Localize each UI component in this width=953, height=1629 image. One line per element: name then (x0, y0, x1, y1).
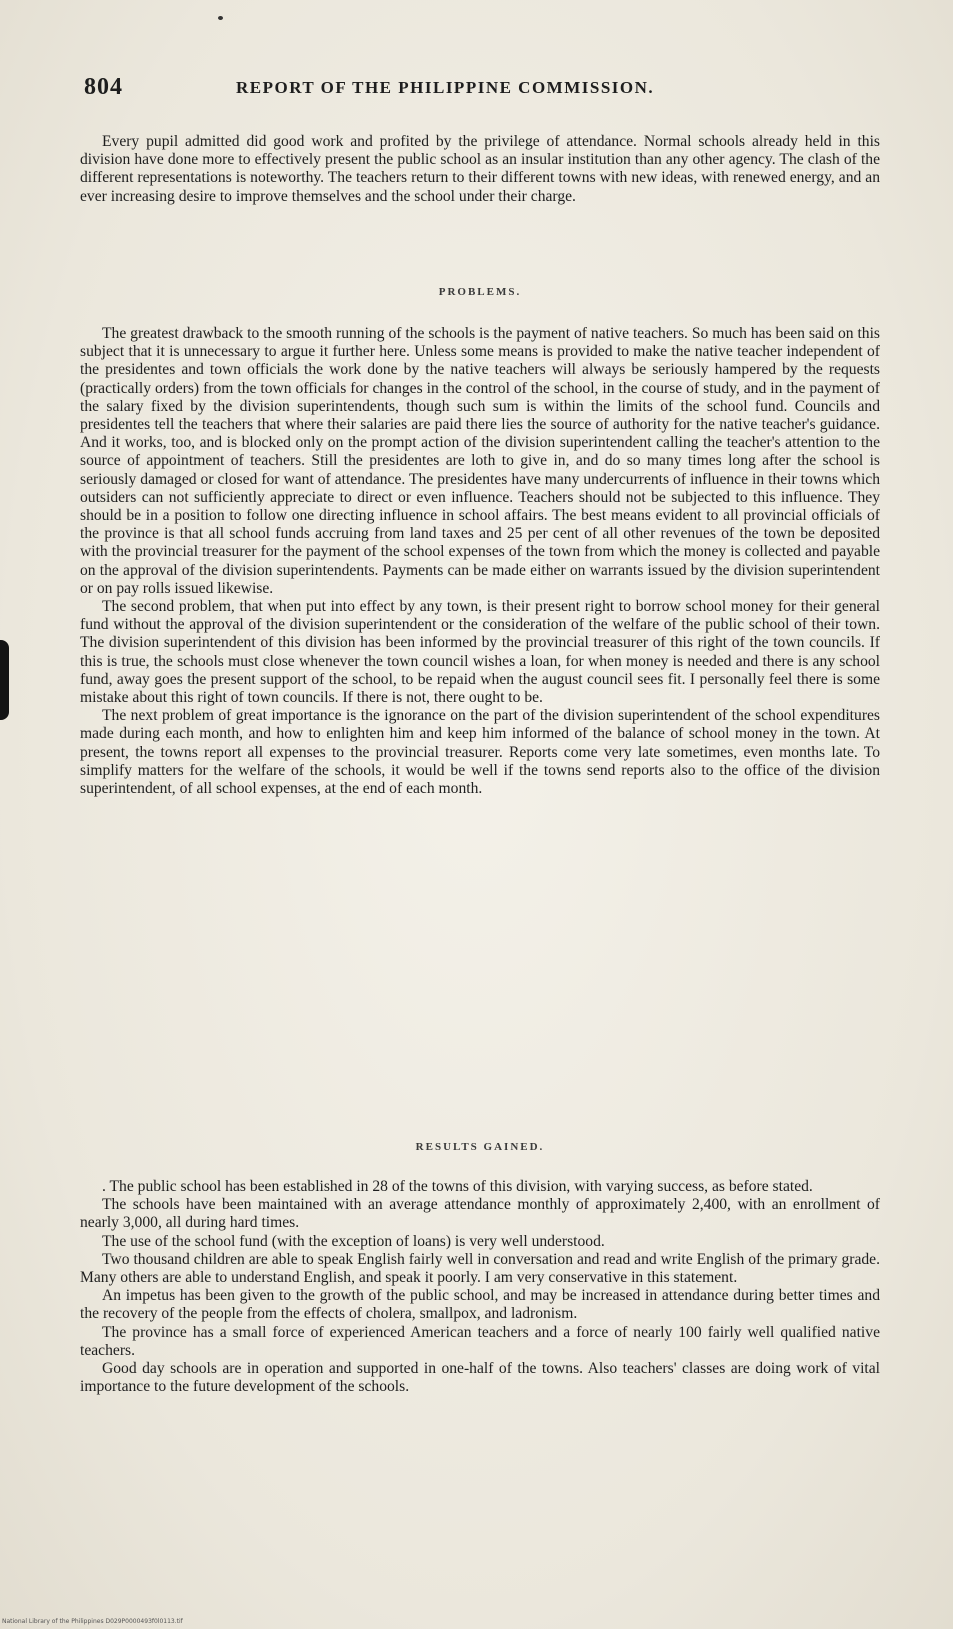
results-paragraph-2: The schools have been maintained with an average attendance monthly of approximately 2,400, with an enrollment of nearly 3,000, all during hard times. (80, 1196, 880, 1232)
results-heading: RESULTS GAINED. (415, 1141, 545, 1153)
results-paragraph-6: The province has a small force of experienced American teachers and a force of nearly 100 fairly well qualified native teachers. (80, 1323, 880, 1359)
results-paragraph-5: An impetus has been given to the growth of the public school, and may be increased in attendance during better times and the recovery of the people from the effects of cholera, smallpox, and ladronism. (80, 1287, 880, 1323)
problems-paragraph-3: The next problem of great importance is the ignorance on the part of the division superintendent of the school expenditures made during each month, and how to enlighten him and keep him informed of the balance of school money in the town. At present, the towns report all expenses to the provincial treasurer. Reports come very late sometimes, even months late. To simplify matters for the welfare of the schools, it would be well if the towns send reports also to the office of the division superintendent, of all school expenses, at the end of each month. (80, 707, 880, 798)
intro-paragraph: Every pupil admitted did good work and profited by the privilege of attendance. Normal schools already held in this division have done more to effectively present the public school as an insular institution than any other agency. The clash of the different representations is noteworthy. The teachers return to their different towns with new ideas, with renewed energy, and an ever increasing desire to improve themselves and the school under their charge. (80, 133, 880, 205)
results-paragraph-3: The use of the school fund (with the exception of loans) is very well understood. (102, 1232, 605, 1250)
ink-speck (218, 16, 223, 20)
results-paragraph-7: Good day schools are in operation and supported in one-half of the towns. Also teachers' classes are doing work of vital importance to the future development of the schools. (80, 1360, 880, 1396)
page-number: 804 (84, 74, 123, 100)
results-section (80, 1178, 880, 1396)
running-head: REPORT OF THE PHILIPPINE COMMISSION. (236, 78, 655, 97)
problems-section (80, 325, 880, 798)
binding-shadow (0, 640, 9, 720)
intro-section (80, 133, 880, 206)
results-paragraph-4: Two thousand children are able to speak English fairly well in conversation and read and write English of the primary grade. Many others are able to understand English, and speak it poorly. I am very conservative in this statement. (80, 1250, 880, 1287)
problems-paragraph-1: The greatest drawback to the smooth running of the schools is the payment of native teachers. So much has been said on this subject that it is unnecessary to argue it further here. Unless some means is provided to make the native teacher independent of the presidentes and town officials the work done by the native teachers will always be seriously hampered by the requests (practically orders) from the town officials for changes in the control of the school, in the course of study, and in the payment of the salary fixed by the division superintendents, though such sum is within the limits of the school fund. Councils and presidentes tell the teachers that where their salaries are paid there lies the source of authority for the native teacher's guidance. And it works, too, and is blocked only on the prompt action of the division superintendent calling the teacher's attention to the source of appointment of teachers. Still the presidentes are loth to give in, and do so many times long after the school is seriously damaged or closed for want of attendance. The presidentes have many undercurrents of influence in their towns which outsiders can not sufficiently appreciate to direct or even influence. Teachers should not be subjected to this influence. They should be in a position to follow one directing influence in school affairs. The best means evident to all provincial officials of the province is that all school funds accruing from land taxes and 25 per cent of all other revenues of the town be deposited with the provincial treasurer for the payment of the school expenses of the town from which the money is collected and payable on the approval of the division superintendents. Payments can be made either on warrants issued by the division superintendent or on pay rolls issued likewise. (80, 325, 880, 597)
problems-heading: PROBLEMS. (438, 286, 522, 298)
scan-credit: National Library of the Philippines D029P0000493f0l0113.tif (2, 1618, 183, 1625)
results-paragraph-1: . The public school has been established in 28 of the towns of this division, with varying success, as before stated. (102, 1178, 813, 1195)
page-header (84, 74, 904, 104)
problems-paragraph-2: The second problem, that when put into effect by any town, is their present right to borrow school money for their general fund without the approval of the division superintendent or the consideration of the welfare of the public school of their town. The division superintendent of this division has been informed by the provincial treasurer of this right of the town councils. If this is true, the schools must close whenever the town council wishes a loan, for when money is needed and there is any school fund, away goes the present support of the school, to be repaid when the august council sees fit. I personally feel there is some mistake about this right of town councils. If there is not, there ought to be. (80, 598, 880, 707)
